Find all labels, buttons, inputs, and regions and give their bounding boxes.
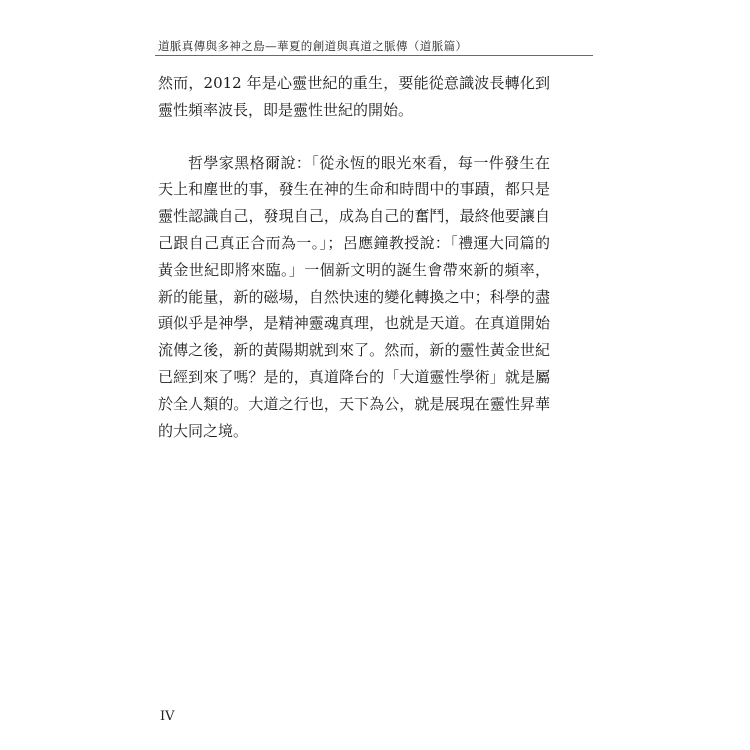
running-header: 道脈真傳與多神之島—華夏的創道與真道之脈傳（道脈篇） [158, 39, 468, 53]
body-text [158, 70, 550, 444]
page-number: IV [160, 709, 175, 724]
paragraph-2: 哲學家黑格爾說：「從永恆的眼光來看，每一件發生在天上和塵世的事，發生在神的生命和時間中的事蹟，都只是靈性認識自己，發現自己，成為自己的奮鬥，最終他要讓自己跟自己真正合而為一。」；呂應鐘教授說：「禮運大同篇的黃金世紀即將來臨。」一個新文明的誕生會帶來新的頻率，新的能量，新的磁場，自然快速的變化轉換之中；科學的盡頭似乎是神學，是精神靈魂真理，也就是天道。在真道開始流傳之後，新的黃陽期就到來了。然而，新的靈性黃金世紀已經到來了嗎？是的，真道降台的「大道靈性學術」就是屬於全人類的。大道之行也，天下為公，就是展現在靈性昇華的大同之境。 [158, 153, 550, 440]
header-divider [155, 55, 593, 56]
paragraph-1: 然而，2012 年是心靈世紀的重生，要能從意識波長轉化到靈性頻率波長，即是靈性世紀的開始。 [158, 74, 550, 119]
